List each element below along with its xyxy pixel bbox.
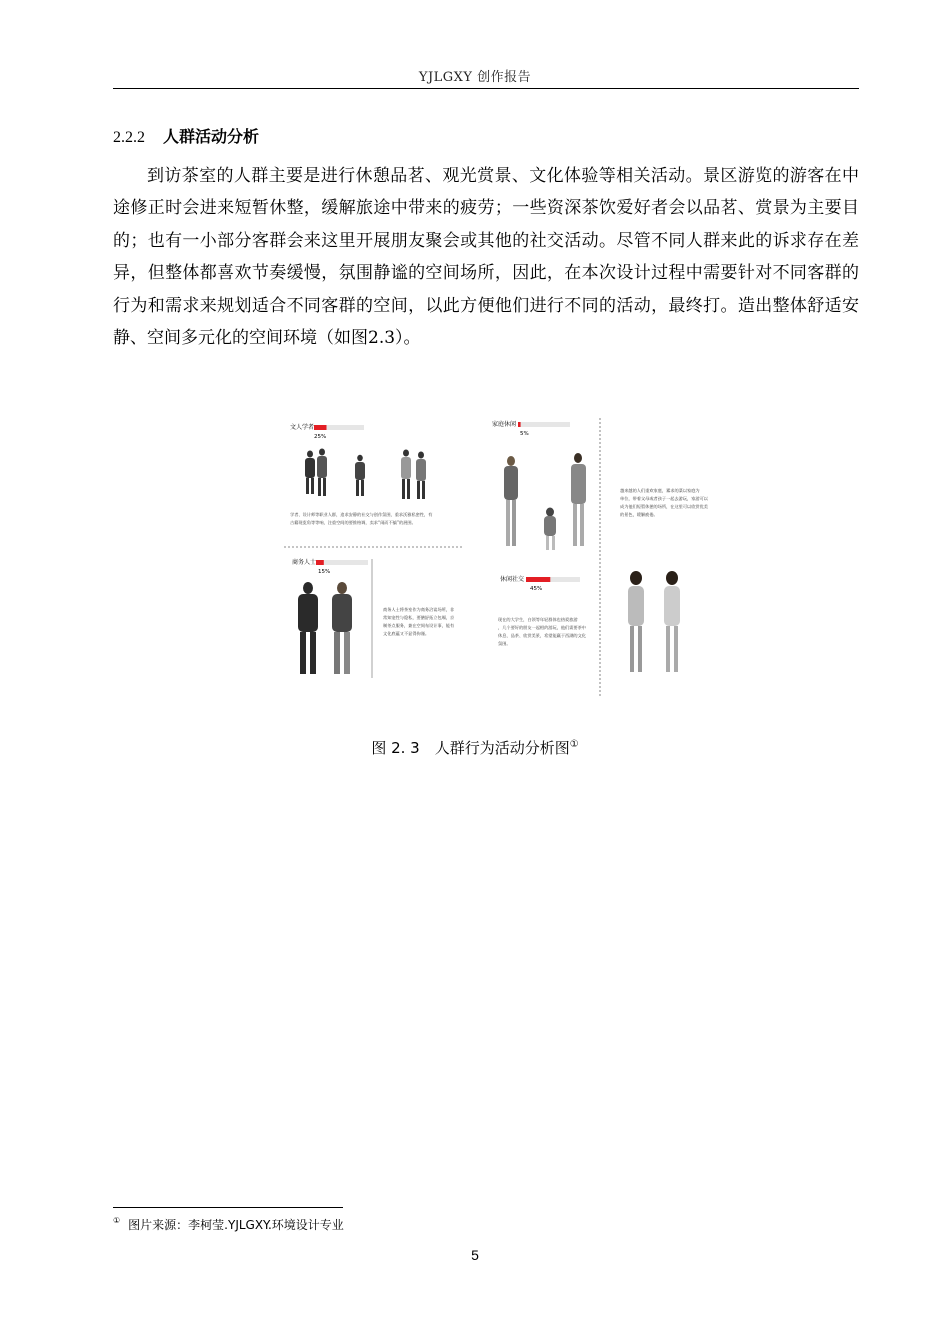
header-rule [113, 88, 859, 89]
people-silhouettes [305, 449, 426, 500]
group-label: 家庭休闲 [492, 421, 517, 428]
page-number: 5 [471, 1247, 479, 1263]
figure-caption [0, 737, 950, 758]
group-description: 单位，带着父母或者孩子一起去游玩，家游可以 [620, 496, 708, 501]
percent-bar-track [518, 422, 570, 427]
group-literati [290, 423, 432, 526]
group-description: 文化底蕴又不显得拘谨。 [383, 631, 430, 636]
group-percent: 25% [314, 434, 327, 440]
group-description: 氛围。 [498, 641, 511, 646]
crowd-analysis-figure [280, 416, 720, 696]
group-description: 商务人士将茶室作为商务洽谈场所，非 [383, 607, 455, 612]
group-label: 商务人士 [292, 559, 317, 566]
section-title: 人群活动分析 [163, 127, 260, 146]
group-label: 文人学者 [290, 424, 315, 431]
group-description: 古籍现览角等等响，注重空间的要推格调，卖求“闹而不搞”的展围。 [290, 520, 416, 525]
footnote-rule [113, 1207, 343, 1208]
figure-caption-text: 图 2. 3 人群行为活动分析图 [371, 739, 570, 757]
group-percent: 15% [318, 569, 331, 575]
footnote-text: 图片来源：李柯莹.YJLGXY.环境设计专业 [128, 1218, 344, 1232]
group-description: 制茶点服务，兼在空间布设计事，能有 [383, 623, 455, 628]
people-silhouettes [628, 571, 680, 672]
group-percent: 45% [530, 586, 543, 592]
percent-bar-fill [316, 560, 324, 565]
footnote-reference: ① [569, 739, 579, 750]
group-label: 休闲社交 [500, 576, 525, 583]
footnote-mark: ① [113, 1216, 121, 1225]
group-percent: 5% [520, 431, 529, 437]
section-number: 2.2.2 [113, 129, 145, 146]
group-description: 常知宠性与隐私，要膳舒拓立包厢，京 [383, 615, 455, 620]
group-description: 的景色，缓解疲倦。 [620, 512, 658, 517]
percent-bar-fill [314, 425, 327, 430]
group-description: 学者、设计师等职业人群，追求安静的社交与创作氛围，重求沃雅私密性，有 [290, 512, 433, 517]
footnote [113, 1216, 344, 1233]
people-silhouettes [504, 453, 586, 550]
page-header: YJLGXY 创作报告 [418, 70, 532, 85]
group-description: 成为他们短暂休憩的场所，在这里可以欣赏优美 [620, 504, 708, 509]
percent-bar-fill [526, 577, 550, 582]
people-silhouettes [298, 582, 352, 674]
group-description: 越来越的人们重欢家庭，累求的菜以家庭为 [620, 488, 700, 493]
group-description: 休息、品茶、欣赏美景，希望能赢于西湖的文化 [498, 633, 586, 638]
group-description: ，几个要好的朋友一起相约游玩，他们需要茶中 [498, 625, 586, 630]
group-social [498, 571, 680, 672]
group-description: 现在的大学生，白领等年轻群体也热爱旅游 [498, 617, 578, 622]
section-heading [113, 124, 259, 147]
group-business [292, 558, 455, 674]
body-paragraph: 到访茶室的人群主要是进行休憩品茗、观光赏景、文化体验等相关活动。景区游览的游客在中途修正时会进来短暂休整，缓解旅途中带来的疲劳；一些资深茶饮爱好者会以品茗、赏景为主要目的；也有一小部分客群会来这里开展朋友聚会或其他的社交活动。尽管不同人群来此的诉求存在差异，但整体都喜欢节奏缓慢，氛围静谧的空间场所，因此，在本次设计过程中需要针对不同客群的行为和需求来规划适合不同客群的空间，以此方便他们进行不同的活动，最终打。造出整体舒适安静、空间多元化的空间环境（如图2.3）。 [113, 166, 859, 349]
percent-bar-fill [518, 422, 521, 427]
figure-canvas [280, 416, 720, 696]
